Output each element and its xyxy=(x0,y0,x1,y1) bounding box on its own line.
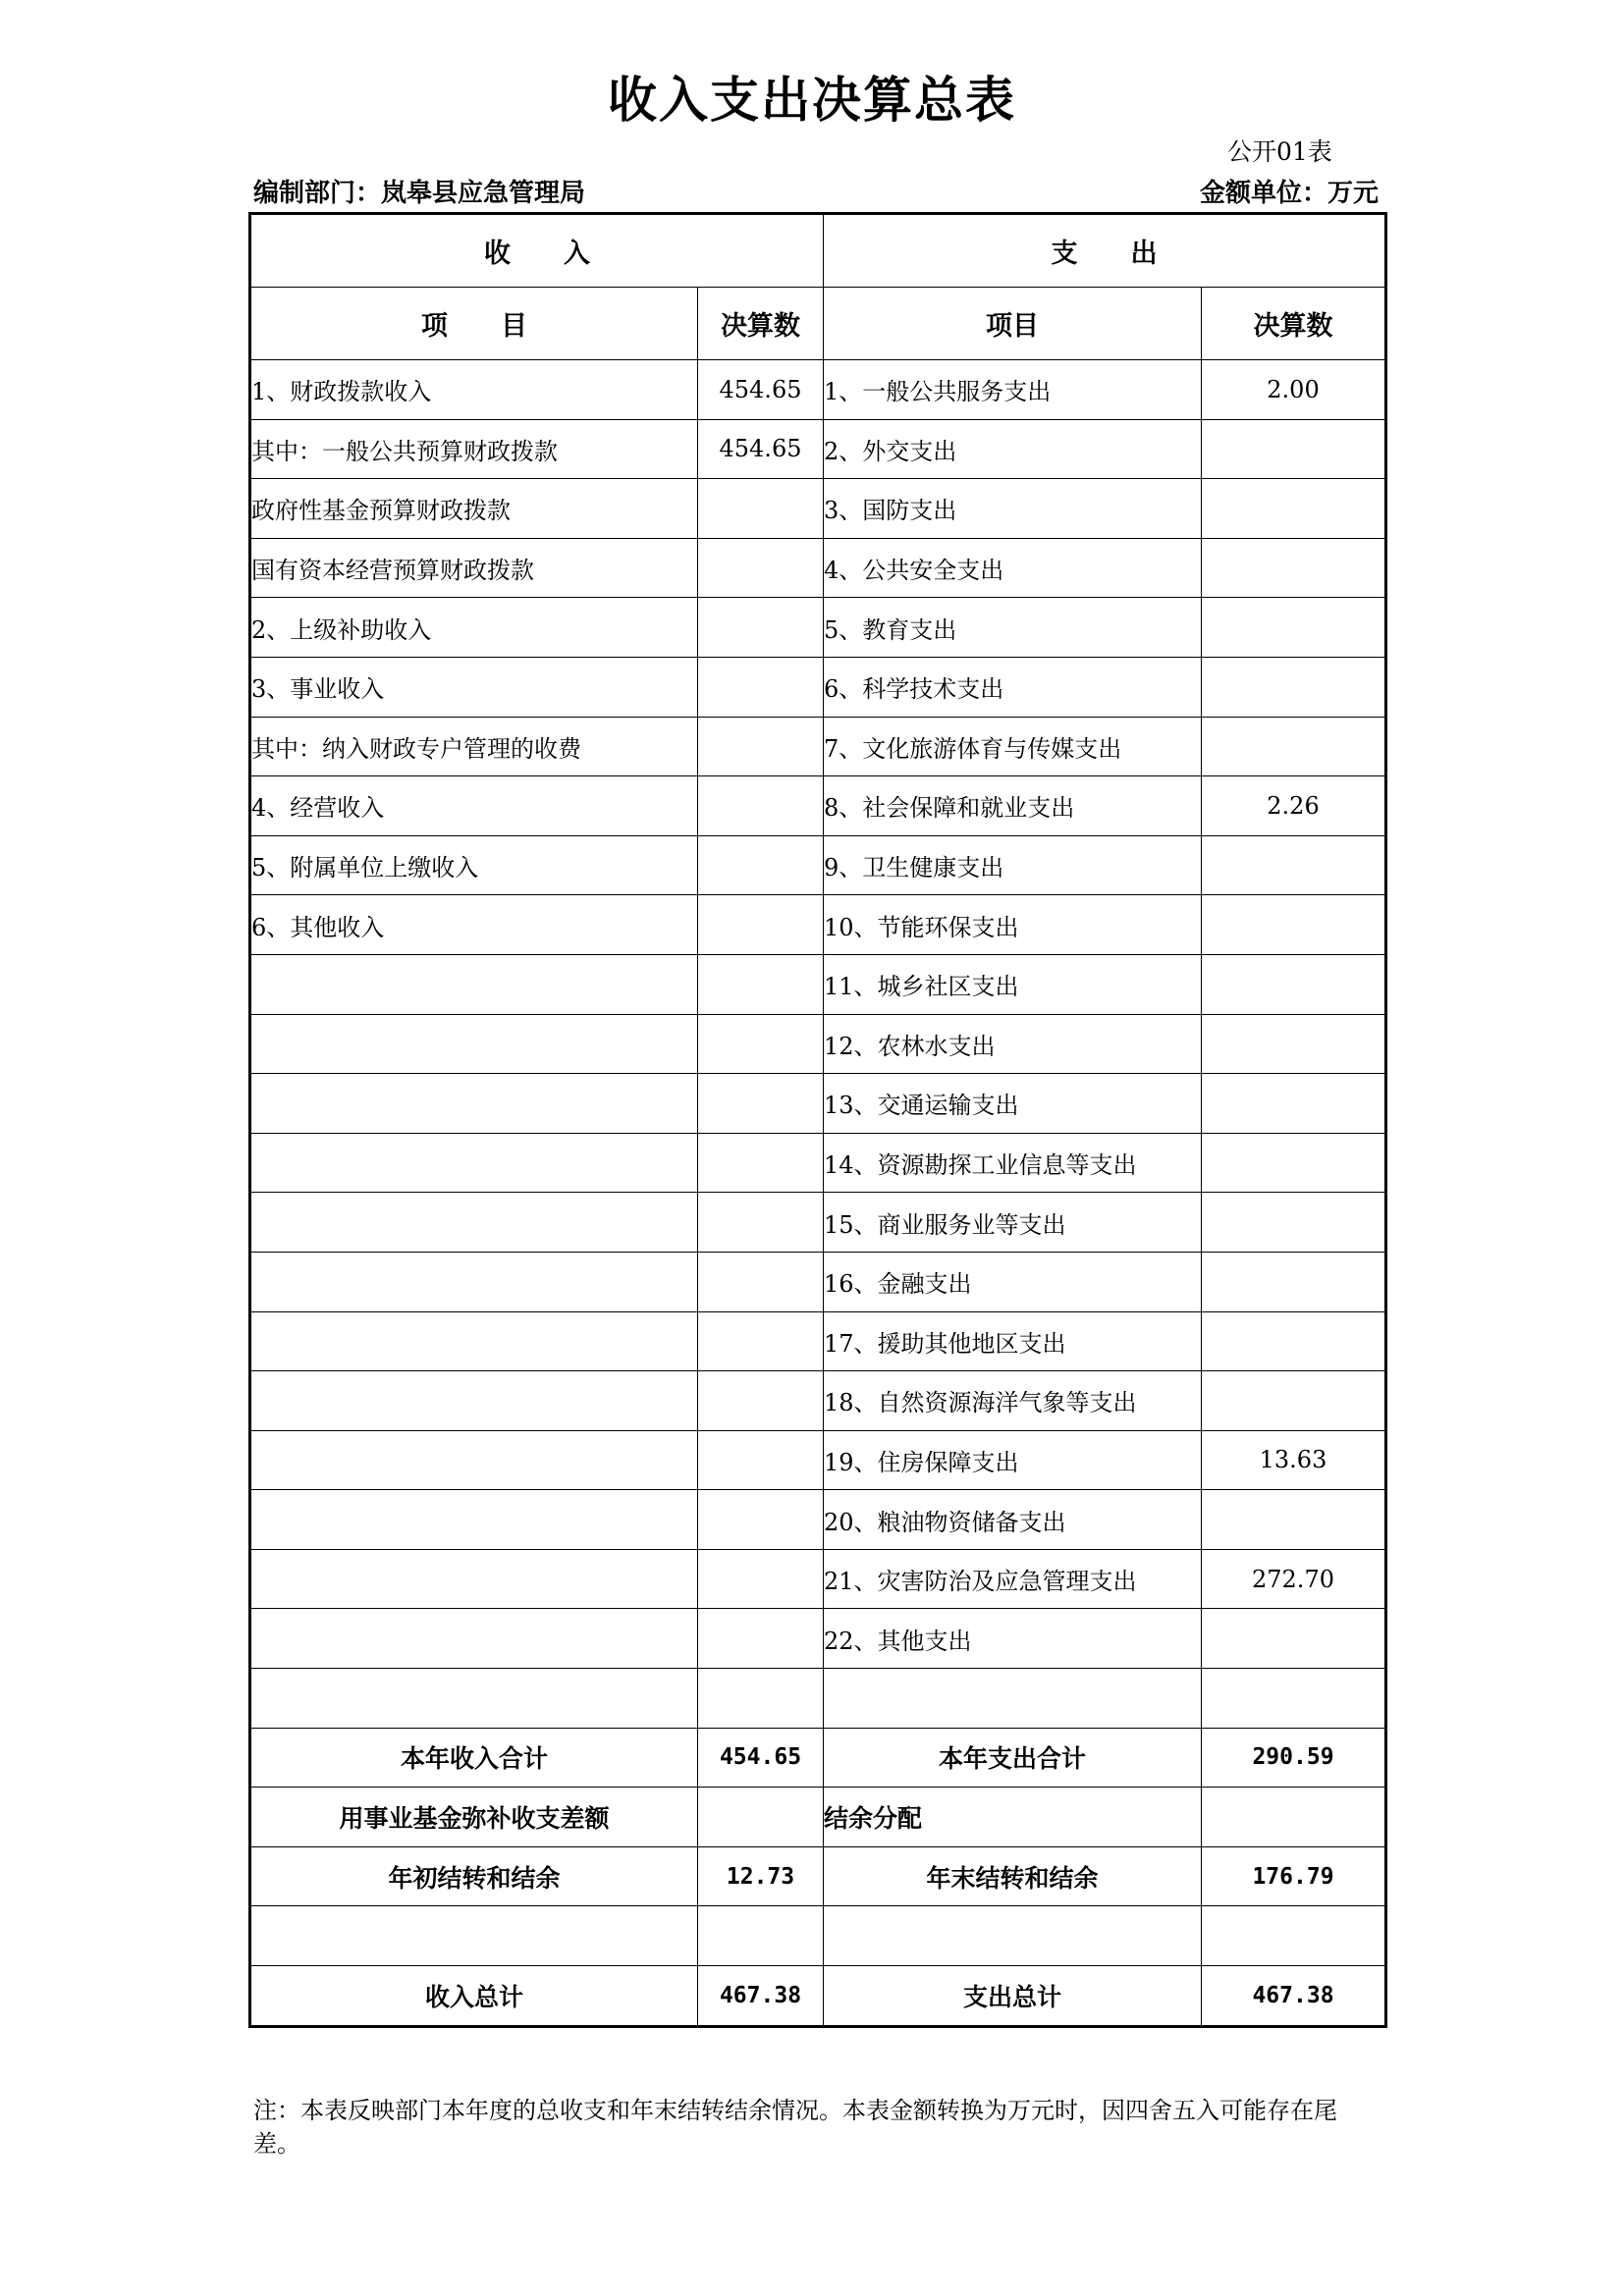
expense-amount xyxy=(1202,895,1386,955)
income-item xyxy=(250,1490,698,1550)
income-item xyxy=(250,1371,698,1431)
summary-expense-label: 年末结转和结余 xyxy=(824,1846,1202,1906)
income-amount xyxy=(698,1669,824,1729)
income-amount xyxy=(698,954,824,1014)
income-item xyxy=(250,1014,698,1074)
table-row xyxy=(250,538,1386,598)
expense-item: 4、公共安全支出 xyxy=(824,538,1202,598)
income-amount xyxy=(698,1252,824,1311)
income-amount xyxy=(698,776,824,836)
expense-item: 1、一般公共服务支出 xyxy=(824,360,1202,420)
expense-item: 2、外交支出 xyxy=(824,419,1202,479)
expense-amount xyxy=(1202,717,1386,776)
unit-label: 金额单位：万元 xyxy=(1200,179,1380,208)
summary-income-label: 本年收入合计 xyxy=(250,1728,698,1788)
expense-amount xyxy=(1202,1609,1386,1669)
table-row xyxy=(250,1371,1386,1431)
table-row xyxy=(250,657,1386,717)
summary-row xyxy=(250,1788,1386,1847)
income-item-header: 项 目 xyxy=(250,288,698,360)
income-item: 政府性基金预算财政拨款 xyxy=(250,479,698,539)
expense-item: 21、灾害防治及应急管理支出 xyxy=(824,1549,1202,1609)
income-amount xyxy=(698,1430,824,1490)
income-amount: 454.65 xyxy=(698,360,824,420)
summary-expense-amount xyxy=(1202,1788,1386,1847)
column-header-row xyxy=(250,288,1386,360)
summary-income-amount: 12.73 xyxy=(698,1846,824,1906)
income-amount xyxy=(698,1014,824,1074)
expense-amount: 2.26 xyxy=(1202,776,1386,836)
table-row xyxy=(250,1609,1386,1669)
summary-row xyxy=(250,1906,1386,1966)
page-title: 收入支出决算总表 xyxy=(608,72,1016,129)
income-amount xyxy=(698,1074,824,1134)
expense-amount xyxy=(1202,1193,1386,1253)
summary-expense-amount: 290.59 xyxy=(1202,1728,1386,1788)
income-amount xyxy=(698,1490,824,1550)
income-amount xyxy=(698,1311,824,1371)
summary-income-amount xyxy=(698,1906,824,1966)
expense-item: 18、自然资源海洋气象等支出 xyxy=(824,1371,1202,1431)
expense-amount-header: 决算数 xyxy=(1202,288,1386,360)
income-amount xyxy=(698,657,824,717)
income-amount xyxy=(698,1549,824,1609)
expense-amount xyxy=(1202,419,1386,479)
income-item xyxy=(250,1669,698,1729)
income-item xyxy=(250,1311,698,1371)
income-item: 4、经营收入 xyxy=(250,776,698,836)
expense-item: 8、社会保障和就业支出 xyxy=(824,776,1202,836)
expense-item: 17、援助其他地区支出 xyxy=(824,1311,1202,1371)
income-item xyxy=(250,1133,698,1193)
expense-amount xyxy=(1202,1490,1386,1550)
summary-row xyxy=(250,1728,1386,1788)
table-row xyxy=(250,1549,1386,1609)
summary-row xyxy=(250,1846,1386,1906)
footnote: 注：本表反映部门本年度的总收支和年末结转结余情况。本表金额转换为万元时，因四舍五入可能存在尾差。 xyxy=(253,2097,1337,2158)
table-row xyxy=(250,1311,1386,1371)
income-item: 1、财政拨款收入 xyxy=(250,360,698,420)
income-amount xyxy=(698,717,824,776)
expense-item: 15、商业服务业等支出 xyxy=(824,1193,1202,1253)
expense-item: 13、交通运输支出 xyxy=(824,1074,1202,1134)
expense-amount xyxy=(1202,1014,1386,1074)
table-row xyxy=(250,1252,1386,1311)
expense-section-header: 支 出 xyxy=(824,214,1386,288)
table-row xyxy=(250,1430,1386,1490)
summary-income-label: 年初结转和结余 xyxy=(250,1846,698,1906)
expense-item: 5、教育支出 xyxy=(824,598,1202,658)
summary-expense-amount xyxy=(1202,1906,1386,1966)
summary-expense-label xyxy=(824,1906,1202,1966)
income-item xyxy=(250,1193,698,1253)
expense-amount xyxy=(1202,479,1386,539)
summary-income-label xyxy=(250,1906,698,1966)
department-label: 编制部门：岚皋县应急管理局 xyxy=(253,179,586,208)
summary-income-label: 用事业基金弥补收支差额 xyxy=(250,1788,698,1847)
summary-expense-label: 结余分配 xyxy=(824,1788,1202,1847)
expense-amount xyxy=(1202,1074,1386,1134)
table-row xyxy=(250,1669,1386,1729)
form-code: 公开01表 xyxy=(1227,137,1332,166)
table-row xyxy=(250,717,1386,776)
summary-income-amount: 467.38 xyxy=(698,1966,824,2027)
summary-expense-amount: 176.79 xyxy=(1202,1846,1386,1906)
expense-amount: 2.00 xyxy=(1202,360,1386,420)
table-row xyxy=(250,360,1386,420)
expense-item: 16、金融支出 xyxy=(824,1252,1202,1311)
income-amount xyxy=(698,538,824,598)
summary-expense-amount: 467.38 xyxy=(1202,1966,1386,2027)
summary-income-amount xyxy=(698,1788,824,1847)
income-item xyxy=(250,1252,698,1311)
expense-amount xyxy=(1202,1252,1386,1311)
table-row xyxy=(250,1193,1386,1253)
income-amount-header: 决算数 xyxy=(698,288,824,360)
income-item: 其中：纳入财政专户管理的收费 xyxy=(250,717,698,776)
income-item xyxy=(250,1074,698,1134)
income-amount xyxy=(698,1371,824,1431)
income-item: 2、上级补助收入 xyxy=(250,598,698,658)
expense-item: 3、国防支出 xyxy=(824,479,1202,539)
income-item: 其中：一般公共预算财政拨款 xyxy=(250,419,698,479)
income-amount xyxy=(698,479,824,539)
income-amount xyxy=(698,1193,824,1253)
expense-amount xyxy=(1202,598,1386,658)
expense-item: 12、农林水支出 xyxy=(824,1014,1202,1074)
expense-amount xyxy=(1202,1371,1386,1431)
expense-amount xyxy=(1202,954,1386,1014)
table-row xyxy=(250,954,1386,1014)
income-amount xyxy=(698,835,824,895)
summary-expense-label: 支出总计 xyxy=(824,1966,1202,2027)
expense-item: 20、粮油物资储备支出 xyxy=(824,1490,1202,1550)
income-item: 6、其他收入 xyxy=(250,895,698,955)
expense-item xyxy=(824,1669,1202,1729)
expense-item: 22、其他支出 xyxy=(824,1609,1202,1669)
income-item: 3、事业收入 xyxy=(250,657,698,717)
income-amount xyxy=(698,1133,824,1193)
summary-row xyxy=(250,1966,1386,2027)
expense-amount: 13.63 xyxy=(1202,1430,1386,1490)
table-row xyxy=(250,598,1386,658)
expense-amount xyxy=(1202,1133,1386,1193)
expense-amount xyxy=(1202,1669,1386,1729)
expense-item-header: 项目 xyxy=(824,288,1202,360)
expense-item: 19、住房保障支出 xyxy=(824,1430,1202,1490)
table-row xyxy=(250,776,1386,836)
income-amount xyxy=(698,598,824,658)
table-row xyxy=(250,895,1386,955)
income-item xyxy=(250,1549,698,1609)
income-item xyxy=(250,1430,698,1490)
expense-item: 7、文化旅游体育与传媒支出 xyxy=(824,717,1202,776)
income-amount: 454.65 xyxy=(698,419,824,479)
income-item xyxy=(250,1609,698,1669)
summary-income-label: 收入总计 xyxy=(250,1966,698,2027)
expense-amount xyxy=(1202,657,1386,717)
income-section-header: 收 入 xyxy=(250,214,824,288)
expense-item: 6、科学技术支出 xyxy=(824,657,1202,717)
table-row xyxy=(250,1490,1386,1550)
income-item: 国有资本经营预算财政拨款 xyxy=(250,538,698,598)
expense-amount xyxy=(1202,538,1386,598)
table-row xyxy=(250,1133,1386,1193)
income-item xyxy=(250,954,698,1014)
expense-amount xyxy=(1202,1311,1386,1371)
table-row xyxy=(250,835,1386,895)
expense-item: 10、节能环保支出 xyxy=(824,895,1202,955)
expense-amount xyxy=(1202,835,1386,895)
expense-item: 9、卫生健康支出 xyxy=(824,835,1202,895)
expense-item: 11、城乡社区支出 xyxy=(824,954,1202,1014)
table-row xyxy=(250,1074,1386,1134)
income-amount xyxy=(698,1609,824,1669)
income-expense-table xyxy=(248,212,1387,2028)
summary-income-amount: 454.65 xyxy=(698,1728,824,1788)
income-amount xyxy=(698,895,824,955)
table-row xyxy=(250,479,1386,539)
expense-amount: 272.70 xyxy=(1202,1549,1386,1609)
section-header-row xyxy=(250,214,1386,288)
expense-item: 14、资源勘探工业信息等支出 xyxy=(824,1133,1202,1193)
table-row xyxy=(250,419,1386,479)
summary-expense-label: 本年支出合计 xyxy=(824,1728,1202,1788)
table-row xyxy=(250,1014,1386,1074)
income-item: 5、附属单位上缴收入 xyxy=(250,835,698,895)
